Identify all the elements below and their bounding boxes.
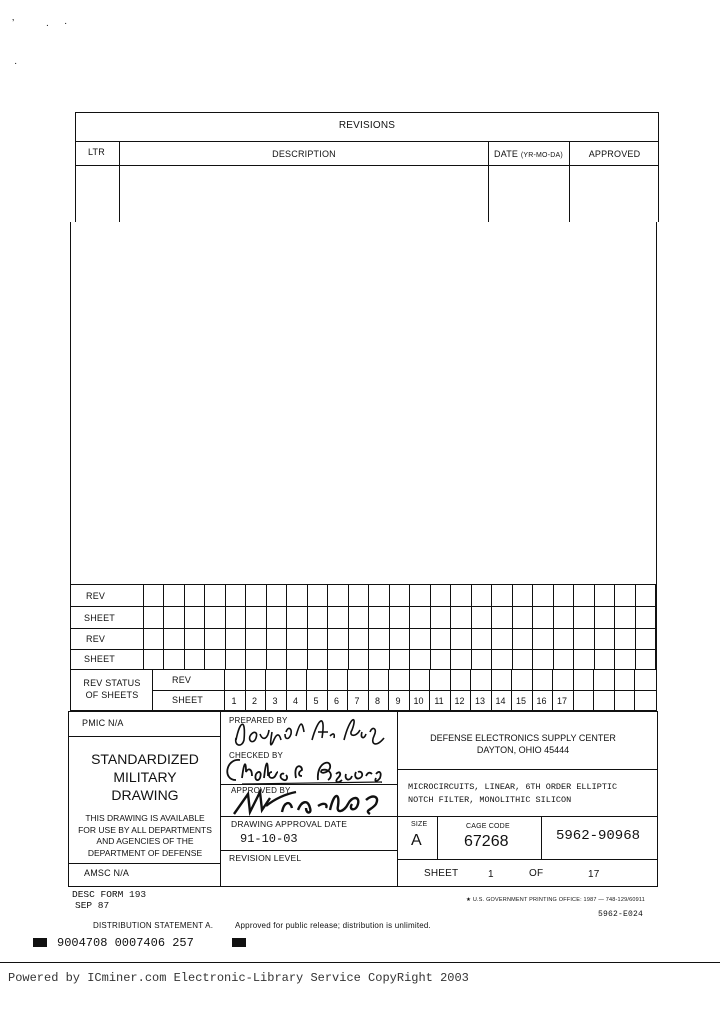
distribution-text: Approved for public release; distribution is unlimited. [235,921,431,930]
col-approved: APPROVED [588,149,641,159]
approved-by-signature [226,784,391,818]
sheet-number: 1 [231,696,237,706]
sheet-number: 2 [251,696,257,706]
col-description: DESCRIPTION [272,149,336,159]
status-rev-label: REV [172,675,192,685]
barcode-block-left [33,938,47,947]
sheet-number: 17 [556,696,567,706]
row-rev-1: REV [86,591,106,601]
sheet-number: 14 [495,696,506,706]
col-ltr: LTR [88,147,105,157]
distribution-label: DISTRIBUTION STATEMENT A. [93,921,214,930]
rev-status-label: REV STATUS OF SHEETS [83,678,141,700]
sheet-value: 1 [488,869,494,880]
sheet-number: 9 [395,696,401,706]
sheet-number: 5 [313,696,319,706]
form-id: DESC FORM 193 SEP 87 [72,889,147,911]
col-date: DATE (YR-MO-DA) [494,149,563,159]
barcode-text: 9004708 0007406 257 [57,936,194,950]
sheet-number: 4 [292,696,298,706]
footer-copyright: Powered by ICminer.com Electronic-Library Service CopyRight 2003 [8,971,469,985]
sheet-number: 15 [515,696,526,706]
size-value: A [411,832,422,849]
checked-by-label: CHECKED BY [229,751,284,760]
sheet-number: 6 [333,696,339,706]
sheet-number: 16 [536,696,547,706]
prepared-by-signature [226,710,391,750]
drawing-number: 5962-90968 [556,828,641,844]
row-sheet-1: SHEET [84,613,116,623]
sheet-number: 11 [434,696,444,706]
status-sheet-label: SHEET [172,695,204,705]
rev-status-grid [70,584,657,711]
of-value: 17 [588,869,600,880]
barcode-block-right [232,938,246,947]
scan-mark: ’ [12,18,15,29]
approval-date-label: DRAWING APPROVAL DATE [231,819,348,829]
checked-by-signature [222,752,392,786]
cage-value: 67268 [464,833,509,850]
form-code: 5962-E024 [598,910,644,919]
of-label: OF [529,868,544,879]
scan-mark: · [64,18,68,29]
standardized-military-drawing: STANDARDIZED MILITARY DRAWING [91,751,199,803]
scan-mark: . [46,18,49,29]
agency-name: DEFENSE ELECTRONICS SUPPLY CENTER DAYTON, OHIO 45444 [430,733,616,755]
gpo-note: ★ U.S. GOVERNMENT PRINTING OFFICE: 1987 — 748-129/60911 [466,897,645,903]
prepared-by-label: PREPARED BY [229,716,288,725]
revision-level-label: REVISION LEVEL [229,853,302,863]
sheet-number: 7 [354,696,360,706]
availability-note: THIS DRAWING IS AVAILABLE FOR USE BY ALL DEPARTMENTS AND AGENCIES OF THE DEPARTMENT OF DEFENSE [78,813,212,858]
cage-label: CAGE CODE [466,823,510,830]
sheet-number: 10 [413,696,424,706]
sheet-number: 13 [474,696,485,706]
sheet-number: 8 [374,696,380,706]
row-sheet-2: SHEET [84,654,116,664]
sheet-number: 3 [272,696,278,706]
sheet-label: SHEET [424,868,459,879]
pmic: PMIC N/A [82,718,124,728]
approved-by-label: APPROVED BY [231,786,291,795]
revisions-title: REVISIONS [338,120,396,131]
size-label: SIZE [411,821,428,828]
sheet-number: 12 [454,696,465,706]
amsc: AMSC N/A [84,868,130,878]
drawing-title: MICROCIRCUITS, LINEAR, 6TH ORDER ELLIPTIC NOTCH FILTER, MONOLITHIC SILICON [408,782,618,805]
approval-date: 91-10-03 [240,832,298,846]
row-rev-2: REV [86,634,106,644]
scan-mark: · [14,58,18,69]
